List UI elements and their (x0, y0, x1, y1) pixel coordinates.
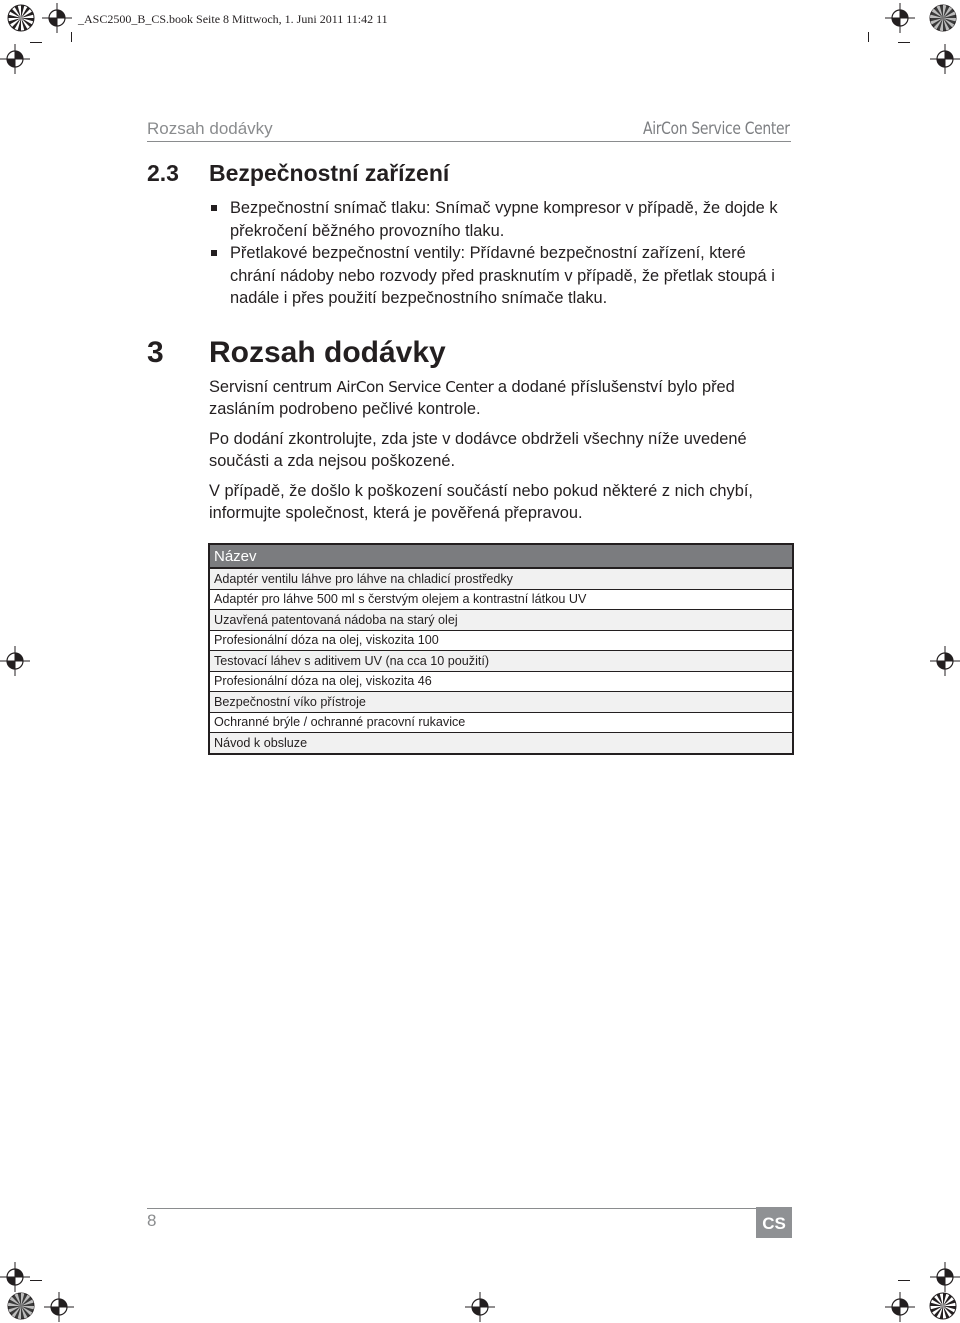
registration-mark-bottom-right (885, 1292, 915, 1322)
trim-line-right-top (898, 42, 910, 43)
section-title: Rozsah dodávky (209, 336, 446, 369)
print-info-slug: _ASC2500_B_CS.book Seite 8 Mittwoch, 1. Juni 2011 11:42 11 (78, 12, 388, 26)
registration-mark-bottom-left (44, 1292, 74, 1322)
safety-device-list (209, 197, 794, 310)
column-header-name: Název (209, 544, 793, 568)
trim-line-left-top (30, 42, 42, 43)
paragraph-check-delivery: Po dodání zkontrolujte, zda jste v dodávce obdrželi všechny níže uvedené součásti a zda nejsou poškozené. (209, 430, 747, 470)
table-header-row (209, 544, 793, 568)
registration-mark-bottom-center (465, 1292, 495, 1322)
section-number: 2.3 (147, 160, 179, 186)
section-number: 3 (147, 336, 164, 369)
registration-mark-left-lower (0, 1262, 30, 1292)
registration-mark-right-upper (930, 44, 960, 74)
table-row (209, 589, 793, 610)
language-badge: CS (756, 1207, 792, 1238)
color-target-top-right (929, 4, 957, 32)
table-cell: Profesionální dóza na olej, viskozita 100 (209, 630, 793, 651)
table-row (209, 671, 793, 692)
table-cell: Bezpečnostní víko přístroje (209, 692, 793, 713)
list-item-text: Bezpečnostní snímač tlaku: Snímač vypne kompresor v případě, že dojde k překročení běžného provozního tlaku. (230, 199, 778, 240)
registration-mark-left-upper (0, 44, 30, 74)
table-row (209, 733, 793, 754)
paragraph-intro (209, 377, 794, 420)
color-target-top-left (7, 4, 35, 32)
paragraph-text: a dodané příslušenství bylo před zasláním podrobeno pečlivé kontrole. (209, 378, 735, 418)
running-header-section: Rozsah dodávky (147, 119, 273, 138)
registration-mark-right-middle (930, 646, 960, 676)
color-target-bottom-left (7, 1292, 35, 1320)
section-title: Bezpečnostní zařízení (209, 160, 450, 186)
table-row (209, 712, 793, 733)
table-cell: Uzavřená patentovaná nádoba na starý olej (209, 610, 793, 631)
table-cell: Adaptér pro láhve 500 ml s čerstvým olejem a kontrastní látkou UV (209, 589, 793, 610)
table-row (209, 692, 793, 713)
trim-line-top-right (868, 32, 869, 42)
table-cell: Ochranné brýle / ochranné pracovní rukavice (209, 712, 793, 733)
trim-line-right-bottom (898, 1280, 910, 1281)
table-cell: Návod k obsluze (209, 733, 793, 754)
registration-mark-top-left (42, 3, 72, 33)
square-bullet-icon (211, 250, 217, 256)
trim-line-left-bottom (30, 1280, 42, 1281)
section-heading-2-3 (147, 160, 449, 187)
table-cell: Testovací láhev s aditivem UV (na cca 10 použití) (209, 651, 793, 672)
table-row (209, 651, 793, 672)
table-row (209, 630, 793, 651)
table-row (209, 568, 793, 589)
registration-mark-right-lower (930, 1262, 960, 1292)
registration-mark-top-right (885, 3, 915, 33)
list-item (209, 242, 794, 310)
paragraph-text: Servisní centrum (209, 378, 337, 396)
list-item-text: Přetlakové bezpečnostní ventily: Přídavné bezpečnostní zařízení, které chrání nádoby nebo rozvody před prasknutím v případě, že přetlak stoupá i nadále i přes použití bezpečnostního snímače tlaku. (230, 244, 775, 307)
scope-of-delivery-table (208, 543, 794, 755)
table-cell: Adaptér ventilu láhve pro láhve na chladicí prostředky (209, 568, 793, 589)
table-row (209, 610, 793, 631)
trim-line-top-left (71, 32, 72, 42)
table-cell: Profesionální dóza na olej, viskozita 46 (209, 671, 793, 692)
section-heading-3 (147, 336, 446, 370)
color-target-bottom-right (929, 1292, 957, 1320)
footer-divider (147, 1208, 791, 1209)
header-divider (147, 141, 791, 142)
brand-logo-text: AirCon Service Center (643, 119, 790, 139)
square-bullet-icon (211, 205, 217, 211)
brand-inline-text: AirCon Service Center (336, 378, 494, 396)
page-number: 8 (147, 1211, 157, 1230)
paragraph-damage-notice: V případě, že došlo k poškození součástí nebo pokud některé z nich chybí, informujte společnost, která je pověřená přepravou. (209, 482, 753, 522)
list-item (209, 197, 794, 242)
registration-mark-left-middle (0, 646, 30, 676)
